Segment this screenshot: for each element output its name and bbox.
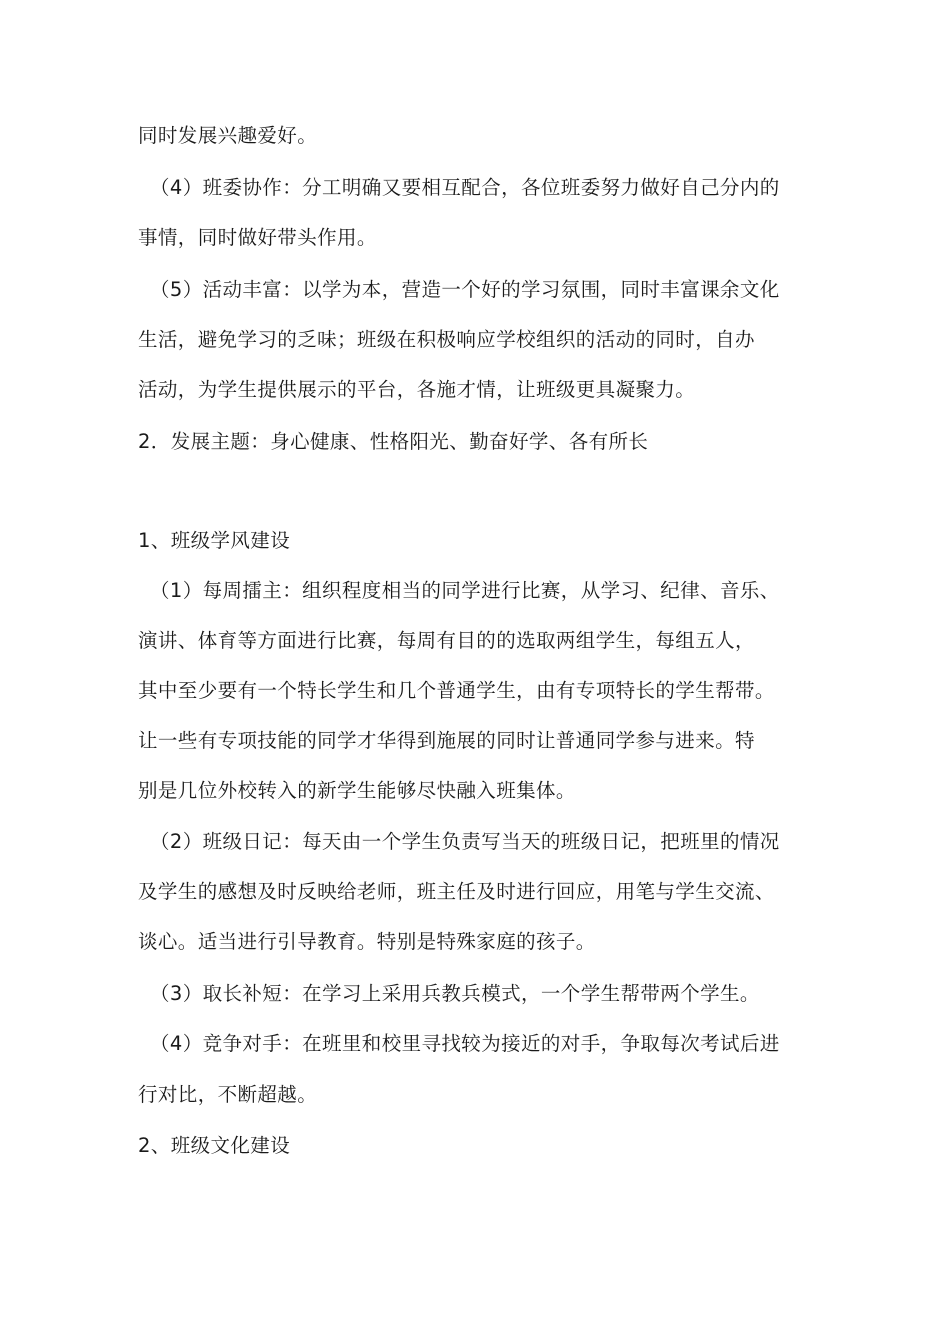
paragraph-line: （3）取长补短：在学习上采用兵教兵模式，一个学生帮带两个学生。 <box>150 982 760 1005</box>
paragraph-line: 演讲、体育等方面进行比赛，每周有目的的选取两组学生，每组五人， <box>138 629 755 652</box>
paragraph-line: （4）班委协作：分工明确又要相互配合，各位班委努力做好自己分内的 <box>150 176 780 199</box>
paragraph-line: 同时发展兴趣爱好。 <box>138 124 318 147</box>
paragraph-line: 谈心。适当进行引导教育。特别是特殊家庭的孩子。 <box>138 930 596 953</box>
paragraph-line: （1）每周擂主：组织程度相当的同学进行比赛，从学习、纪律、音乐、 <box>150 579 780 602</box>
section-heading: 1、班级学风建设 <box>138 529 291 552</box>
paragraph-line: 生活，避免学习的乏味；班级在积极响应学校组织的活动的同时，自办 <box>138 328 755 351</box>
section-heading: 2、班级文化建设 <box>138 1134 291 1157</box>
paragraph-line: 别是几位外校转入的新学生能够尽快融入班集体。 <box>138 779 576 802</box>
paragraph-line: 行对比，不断超越。 <box>138 1083 318 1106</box>
paragraph-line: 活动，为学生提供展示的平台，各施才情，让班级更具凝聚力。 <box>138 378 696 401</box>
paragraph-line: 其中至少要有一个特长学生和几个普通学生，由有专项特长的学生帮带。 <box>138 679 775 702</box>
paragraph-line: （4）竞争对手：在班里和校里寻找较为接近的对手，争取每次考试后进 <box>150 1032 780 1055</box>
paragraph-line: 让一些有专项技能的同学才华得到施展的同时让普通同学参与进来。特 <box>138 729 755 752</box>
section-heading: 2．发展主题：身心健康、性格阳光、勤奋好学、各有所长 <box>138 430 649 453</box>
paragraph-line: （2）班级日记：每天由一个学生负责写当天的班级日记，把班里的情况 <box>150 830 780 853</box>
paragraph-line: 事情，同时做好带头作用。 <box>138 226 377 249</box>
paragraph-line: （5）活动丰富：以学为本，营造一个好的学习氛围，同时丰富课余文化 <box>150 278 780 301</box>
paragraph-line: 及学生的感想及时反映给老师，班主任及时进行回应，用笔与学生交流、 <box>138 880 775 903</box>
